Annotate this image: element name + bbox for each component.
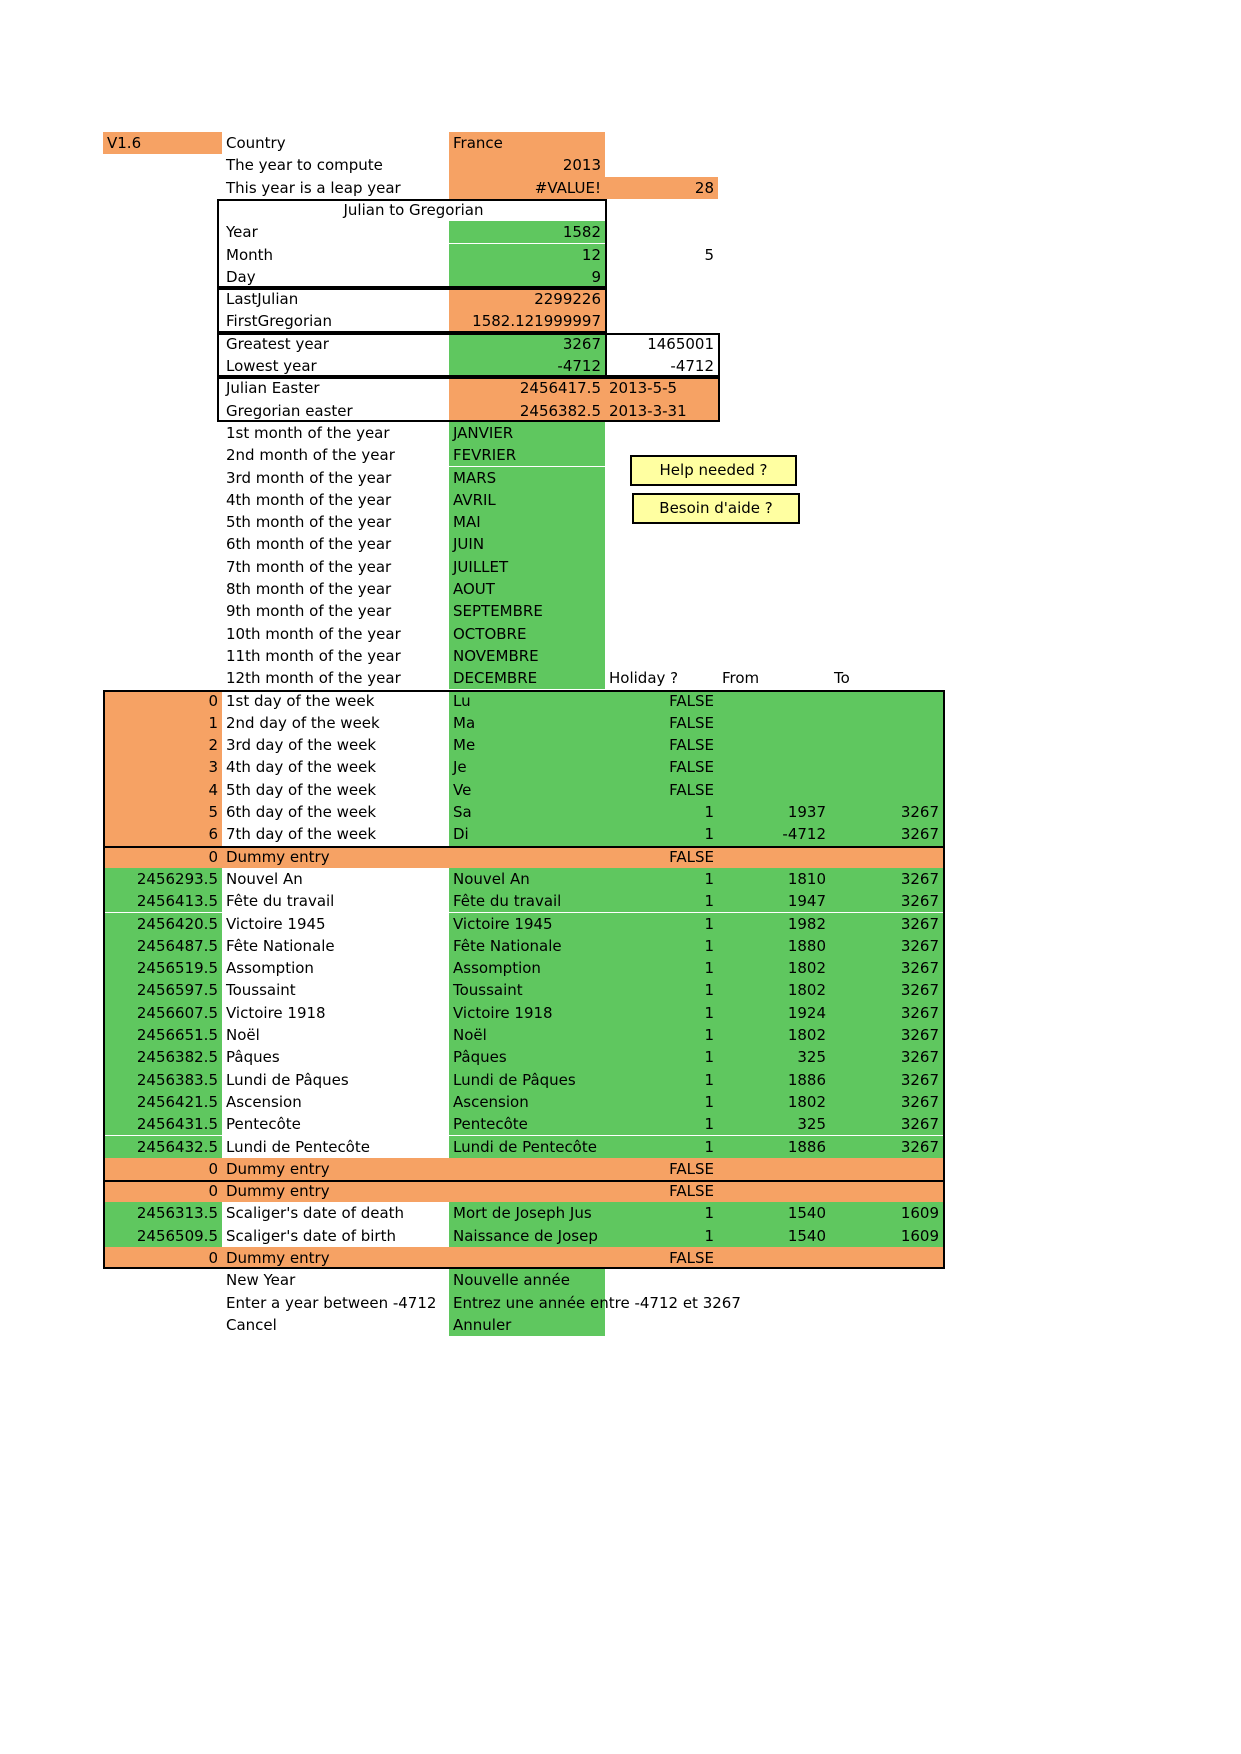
holiday-row-fete-nationale-B[interactable]: Fête Nationale — [226, 936, 335, 955]
holiday-row-victoire-1918-F[interactable]: 3267 — [900, 1003, 939, 1022]
greatest-year-row-B[interactable]: Greatest year — [226, 334, 329, 353]
country-row-C[interactable]: France — [449, 132, 605, 154]
weekday-row-5-B[interactable]: 5th day of the week — [226, 780, 377, 799]
gregorian-easter-row-B[interactable]: Gregorian easter — [226, 401, 353, 420]
weekday-row-7-B[interactable]: 7th day of the week — [226, 825, 377, 844]
weekday-row-6-D[interactable]: 1 — [704, 803, 714, 821]
holiday-row-nouvel-an-F[interactable]: 3267 — [900, 869, 939, 888]
jg-month-row-B[interactable]: Month — [226, 245, 274, 264]
holiday-row-ascension-E[interactable]: 1802 — [787, 1092, 826, 1111]
month-name-row-2-B[interactable]: 2nd month of the year — [226, 446, 395, 465]
month-name-row-8-B[interactable]: 8th month of the year — [226, 580, 392, 598]
julian-to-gregorian-header-BC[interactable]: Julian to Gregorian — [343, 200, 484, 219]
julian-easter-row-B[interactable]: Julian Easter — [226, 379, 320, 398]
besoin-daide-button[interactable]: Besoin d'aide ? — [632, 493, 800, 524]
leap-year-row-B[interactable]: This year is a leap year — [226, 178, 401, 197]
weekday-row-3-C[interactable]: Me — [453, 736, 476, 755]
weekday-row-6-E[interactable]: 1937 — [787, 803, 826, 821]
holiday-row-paques-F[interactable]: 3267 — [900, 1048, 939, 1067]
weekday-row-2-D[interactable]: FALSE — [669, 713, 714, 732]
holiday-row-pentecote-C[interactable]: Pentecôte — [453, 1115, 528, 1134]
holiday-row-fete-du-travail-B[interactable]: Fête du travail — [226, 892, 335, 911]
month-name-row-10-B[interactable]: 10th month of the year — [226, 624, 401, 643]
month-name-row-7-B[interactable]: 7th month of the year — [226, 557, 392, 576]
holiday-row-paques-B[interactable]: Pâques — [226, 1048, 280, 1067]
firstgregorian-row-B[interactable]: FirstGregorian — [226, 312, 332, 331]
lowest-year-row-B[interactable]: Lowest year — [226, 357, 317, 375]
holiday-row-victoire-1918-B[interactable]: Victoire 1918 — [226, 1003, 326, 1022]
weekday-row-7-D[interactable]: 1 — [704, 825, 714, 844]
holiday-row-lundi-de-pentecote-D[interactable]: 1 — [704, 1137, 714, 1156]
holiday-row-lundi-de-pentecote-A[interactable]: 2456432.5 — [103, 1136, 222, 1158]
month-name-row-12-E[interactable]: From — [722, 669, 760, 688]
scaliger-death-row-B[interactable]: Scaliger's date of death — [226, 1204, 405, 1223]
weekday-row-7-E[interactable]: -4712 — [782, 825, 826, 844]
month-name-row-5-B[interactable]: 5th month of the year — [226, 513, 392, 532]
dummy-row-2-B[interactable]: Dummy entry — [226, 1159, 330, 1178]
weekday-row-1-C[interactable]: Lu — [453, 691, 471, 710]
scaliger-death-row-F[interactable]: 1609 — [900, 1204, 939, 1223]
weekday-row-4-B[interactable]: 4th day of the week — [226, 758, 377, 777]
weekday-row-4-C[interactable]: Je — [453, 758, 467, 777]
holiday-row-paques-D[interactable]: 1 — [704, 1048, 714, 1067]
dummy-row-1-D[interactable]: FALSE — [669, 847, 714, 866]
dummy-row-3-D[interactable]: FALSE — [669, 1182, 714, 1201]
holiday-row-pentecote-D[interactable]: 1 — [704, 1115, 714, 1134]
holiday-row-lundi-de-paques-A[interactable]: 2456383.5 — [103, 1069, 222, 1091]
holiday-row-nouvel-an-E[interactable]: 1810 — [787, 869, 826, 888]
holiday-row-victoire-1918-D[interactable]: 1 — [704, 1003, 714, 1022]
year-to-compute-row-B[interactable]: The year to compute — [226, 156, 383, 175]
gregorian-easter-row-C[interactable]: 2456382.5 — [449, 400, 605, 422]
holiday-row-assomption-A[interactable]: 2456519.5 — [103, 957, 222, 979]
holiday-row-fete-nationale-E[interactable]: 1880 — [787, 936, 826, 955]
month-name-row-1-B[interactable]: 1st month of the year — [226, 423, 390, 442]
dummy-row-1-A[interactable]: 0 — [208, 847, 218, 866]
lastjulian-row-C[interactable]: 2299226 — [449, 288, 605, 310]
holiday-row-fete-nationale-D[interactable]: 1 — [704, 936, 714, 955]
scaliger-birth-row-A[interactable]: 2456509.5 — [103, 1225, 222, 1247]
month-name-row-12-D[interactable]: Holiday ? — [609, 669, 679, 688]
holiday-row-fete-nationale-C[interactable]: Fête Nationale — [453, 936, 562, 955]
holiday-row-ascension-B[interactable]: Ascension — [226, 1092, 302, 1111]
holiday-row-paques-E[interactable]: 325 — [797, 1048, 826, 1067]
scaliger-death-row-D[interactable]: 1 — [704, 1204, 714, 1223]
new-year-row-C[interactable]: Nouvelle année — [449, 1269, 605, 1291]
holiday-row-fete-du-travail-D[interactable]: 1 — [704, 892, 714, 911]
dummy-row-3-B[interactable]: Dummy entry — [226, 1182, 330, 1201]
julian-easter-row-D[interactable]: 2013-5-5 — [605, 377, 718, 399]
holiday-row-assomption-F[interactable]: 3267 — [900, 959, 939, 978]
jg-year-row-B[interactable]: Year — [226, 223, 258, 242]
holiday-row-fete-du-travail-E[interactable]: 1947 — [787, 892, 826, 911]
scaliger-birth-row-C[interactable]: Naissance de Josep — [453, 1226, 598, 1245]
enter-year-row-B[interactable]: Enter a year between -4712 — [226, 1293, 437, 1312]
holiday-row-fete-du-travail-F[interactable]: 3267 — [900, 892, 939, 911]
holiday-row-lundi-de-paques-C[interactable]: Lundi de Pâques — [453, 1070, 576, 1089]
holiday-row-toussaint-F[interactable]: 3267 — [900, 981, 939, 1000]
jg-day-row-B[interactable]: Day — [226, 267, 256, 286]
weekday-row-3-D[interactable]: FALSE — [669, 736, 714, 755]
scaliger-death-row-A[interactable]: 2456313.5 — [103, 1202, 222, 1224]
holiday-row-pentecote-F[interactable]: 3267 — [900, 1115, 939, 1134]
month-name-row-3-C[interactable]: MARS — [449, 467, 605, 489]
month-name-row-2-C[interactable]: FEVRIER — [449, 444, 605, 466]
weekday-row-5-A[interactable]: 4 — [103, 779, 222, 801]
holiday-row-ascension-A[interactable]: 2456421.5 — [103, 1091, 222, 1113]
holiday-row-toussaint-B[interactable]: Toussaint — [226, 981, 296, 1000]
scaliger-birth-row-B[interactable]: Scaliger's date of birth — [226, 1226, 396, 1245]
greatest-year-row-D[interactable]: 1465001 — [647, 334, 714, 353]
holiday-row-victoire-1945-C[interactable]: Victoire 1945 — [453, 914, 553, 933]
help-needed-button[interactable]: Help needed ? — [630, 455, 797, 486]
holiday-row-lundi-de-paques-D[interactable]: 1 — [704, 1070, 714, 1089]
greatest-year-row-C[interactable]: 3267 — [449, 333, 605, 355]
holiday-row-lundi-de-pentecote-E[interactable]: 1886 — [787, 1137, 826, 1156]
holiday-row-noel-B[interactable]: Noël — [226, 1026, 260, 1044]
month-name-row-12-B[interactable]: 12th month of the year — [226, 669, 401, 688]
firstgregorian-row-C[interactable]: 1582.121999997 — [449, 310, 605, 332]
dummy-row-2-D[interactable]: FALSE — [669, 1159, 714, 1178]
holiday-row-ascension-C[interactable]: Ascension — [453, 1092, 529, 1111]
dummy-row-4-D[interactable]: FALSE — [669, 1249, 714, 1267]
weekday-row-7-C[interactable]: Di — [453, 825, 469, 844]
holiday-row-nouvel-an-B[interactable]: Nouvel An — [226, 869, 303, 888]
weekday-row-3-B[interactable]: 3rd day of the week — [226, 736, 377, 755]
month-name-row-6-B[interactable]: 6th month of the year — [226, 535, 392, 554]
holiday-row-ascension-D[interactable]: 1 — [704, 1092, 714, 1111]
country-row-B[interactable]: Country — [226, 134, 286, 152]
holiday-row-pentecote-A[interactable]: 2456431.5 — [103, 1113, 222, 1135]
holiday-row-assomption-B[interactable]: Assomption — [226, 959, 314, 978]
holiday-row-noel-C[interactable]: Noël — [453, 1026, 487, 1044]
holiday-row-noel-A[interactable]: 2456651.5 — [103, 1024, 222, 1046]
holiday-row-assomption-E[interactable]: 1802 — [787, 959, 826, 978]
enter-year-row-C[interactable]: Entrez une année entre -4712 et 3267 — [449, 1292, 605, 1314]
weekday-row-1-B[interactable]: 1st day of the week — [226, 691, 375, 710]
weekday-row-7-F[interactable]: 3267 — [900, 825, 939, 844]
jg-month-row-C[interactable]: 12 — [449, 244, 605, 266]
country-row-A[interactable]: V1.6 — [103, 132, 222, 154]
julian-easter-row-C[interactable]: 2456417.5 — [449, 377, 605, 399]
weekday-row-3-A[interactable]: 2 — [103, 734, 222, 756]
lastjulian-row-B[interactable]: LastJulian — [226, 290, 299, 309]
weekday-row-5-D[interactable]: FALSE — [669, 780, 714, 799]
month-name-row-6-C[interactable]: JUIN — [449, 533, 605, 555]
holiday-row-victoire-1945-F[interactable]: 3267 — [900, 914, 939, 933]
weekday-row-1-D[interactable]: FALSE — [669, 691, 714, 710]
month-name-row-11-B[interactable]: 11th month of the year — [226, 646, 401, 665]
holiday-row-lundi-de-paques-B[interactable]: Lundi de Pâques — [226, 1070, 349, 1089]
weekday-row-6-F[interactable]: 3267 — [900, 803, 939, 821]
weekday-row-2-A[interactable]: 1 — [103, 712, 222, 734]
holiday-row-victoire-1945-B[interactable]: Victoire 1945 — [226, 914, 326, 933]
weekday-row-4-A[interactable]: 3 — [103, 756, 222, 778]
holiday-row-toussaint-E[interactable]: 1802 — [787, 981, 826, 1000]
holiday-row-nouvel-an-D[interactable]: 1 — [704, 869, 714, 888]
weekday-row-2-C[interactable]: Ma — [453, 713, 476, 732]
scaliger-death-row-E[interactable]: 1540 — [787, 1204, 826, 1223]
holiday-row-victoire-1945-A[interactable]: 2456420.5 — [103, 913, 222, 935]
month-name-row-9-B[interactable]: 9th month of the year — [226, 602, 392, 621]
holiday-row-paques-A[interactable]: 2456382.5 — [103, 1046, 222, 1068]
dummy-row-1-B[interactable]: Dummy entry — [226, 847, 330, 866]
holiday-row-toussaint-C[interactable]: Toussaint — [453, 981, 523, 1000]
dummy-row-2-A[interactable]: 0 — [208, 1159, 218, 1178]
weekday-row-4-D[interactable]: FALSE — [669, 758, 714, 777]
dummy-row-4-B[interactable]: Dummy entry — [226, 1249, 330, 1267]
holiday-row-pentecote-E[interactable]: 325 — [797, 1115, 826, 1134]
scaliger-birth-row-D[interactable]: 1 — [704, 1226, 714, 1245]
holiday-row-fete-du-travail-C[interactable]: Fête du travail — [453, 892, 562, 911]
weekday-row-1-A[interactable]: 0 — [103, 690, 222, 712]
weekday-row-7-A[interactable]: 6 — [103, 823, 222, 845]
new-year-row-B[interactable]: New Year — [226, 1271, 296, 1290]
month-name-row-1-C[interactable]: JANVIER — [449, 422, 605, 444]
leap-year-row-D[interactable]: 28 — [605, 177, 718, 199]
scaliger-death-row-C[interactable]: Mort de Joseph Jus — [453, 1204, 592, 1223]
holiday-row-fete-nationale-F[interactable]: 3267 — [900, 936, 939, 955]
dummy-row-3-A[interactable]: 0 — [208, 1182, 218, 1201]
leap-year-row-C[interactable]: #VALUE! — [449, 177, 605, 199]
jg-month-row-D[interactable]: 5 — [704, 245, 714, 264]
holiday-row-toussaint-A[interactable]: 2456597.5 — [103, 979, 222, 1001]
month-name-row-7-C[interactable]: JUILLET — [449, 556, 605, 578]
holiday-row-fete-nationale-A[interactable]: 2456487.5 — [103, 935, 222, 957]
holiday-row-assomption-C[interactable]: Assomption — [453, 959, 541, 978]
month-name-row-12-F[interactable]: To — [834, 669, 850, 688]
holiday-row-victoire-1918-A[interactable]: 2456607.5 — [103, 1002, 222, 1024]
month-name-row-3-B[interactable]: 3rd month of the year — [226, 468, 392, 487]
weekday-row-2-B[interactable]: 2nd day of the week — [226, 713, 380, 732]
dummy-row-4-A[interactable]: 0 — [208, 1249, 218, 1267]
holiday-row-noel-D[interactable]: 1 — [704, 1026, 714, 1044]
holiday-row-assomption-D[interactable]: 1 — [704, 959, 714, 978]
gregorian-easter-row-D[interactable]: 2013-3-31 — [605, 400, 718, 422]
month-name-row-5-C[interactable]: MAI — [449, 511, 605, 533]
holiday-row-victoire-1945-E[interactable]: 1982 — [787, 914, 826, 933]
holiday-row-lundi-de-pentecote-F[interactable]: 3267 — [900, 1137, 939, 1156]
holiday-row-fete-du-travail-A[interactable]: 2456413.5 — [103, 890, 222, 912]
holiday-row-ascension-F[interactable]: 3267 — [900, 1092, 939, 1111]
lowest-year-row-D[interactable]: -4712 — [670, 357, 714, 375]
holiday-row-victoire-1918-C[interactable]: Victoire 1918 — [453, 1003, 553, 1022]
holiday-row-lundi-de-paques-E[interactable]: 1886 — [787, 1070, 826, 1089]
holiday-row-victoire-1945-D[interactable]: 1 — [704, 914, 714, 933]
holiday-row-noel-E[interactable]: 1802 — [787, 1026, 826, 1044]
holiday-row-victoire-1918-E[interactable]: 1924 — [787, 1003, 826, 1022]
month-name-row-8-C[interactable]: AOUT — [449, 578, 605, 600]
month-name-row-9-C[interactable]: SEPTEMBRE — [449, 600, 605, 622]
weekday-row-6-C[interactable]: Sa — [453, 803, 472, 821]
holiday-row-lundi-de-paques-F[interactable]: 3267 — [900, 1070, 939, 1089]
month-name-row-12-C[interactable]: DECEMBRE — [449, 667, 605, 689]
holiday-row-pentecote-B[interactable]: Pentecôte — [226, 1115, 301, 1134]
holiday-row-lundi-de-pentecote-C[interactable]: Lundi de Pentecôte — [453, 1137, 597, 1156]
cancel-row-C[interactable]: Annuler — [449, 1314, 605, 1336]
lowest-year-row-C[interactable]: -4712 — [449, 355, 605, 377]
holiday-row-toussaint-D[interactable]: 1 — [704, 981, 714, 1000]
cancel-row-B[interactable]: Cancel — [226, 1315, 277, 1334]
holiday-row-nouvel-an-C[interactable]: Nouvel An — [453, 869, 530, 888]
holiday-row-nouvel-an-A[interactable]: 2456293.5 — [103, 868, 222, 890]
month-name-row-11-C[interactable]: NOVEMBRE — [449, 645, 605, 667]
jg-year-row-C[interactable]: 1582 — [449, 221, 605, 243]
year-to-compute-row-C[interactable]: 2013 — [449, 154, 605, 176]
holiday-row-lundi-de-pentecote-B[interactable]: Lundi de Pentecôte — [226, 1137, 370, 1156]
holiday-row-paques-C[interactable]: Pâques — [453, 1048, 507, 1067]
month-name-row-10-C[interactable]: OCTOBRE — [449, 623, 605, 645]
scaliger-birth-row-E[interactable]: 1540 — [787, 1226, 826, 1245]
month-name-row-4-B[interactable]: 4th month of the year — [226, 490, 392, 509]
scaliger-birth-row-F[interactable]: 1609 — [900, 1226, 939, 1245]
weekday-row-6-A[interactable]: 5 — [103, 801, 222, 823]
holiday-row-noel-F[interactable]: 3267 — [900, 1026, 939, 1044]
weekday-row-6-B[interactable]: 6th day of the week — [226, 803, 377, 821]
jg-day-row-C[interactable]: 9 — [449, 266, 605, 288]
month-name-row-4-C[interactable]: AVRIL — [449, 489, 605, 511]
weekday-row-5-C[interactable]: Ve — [453, 780, 472, 799]
